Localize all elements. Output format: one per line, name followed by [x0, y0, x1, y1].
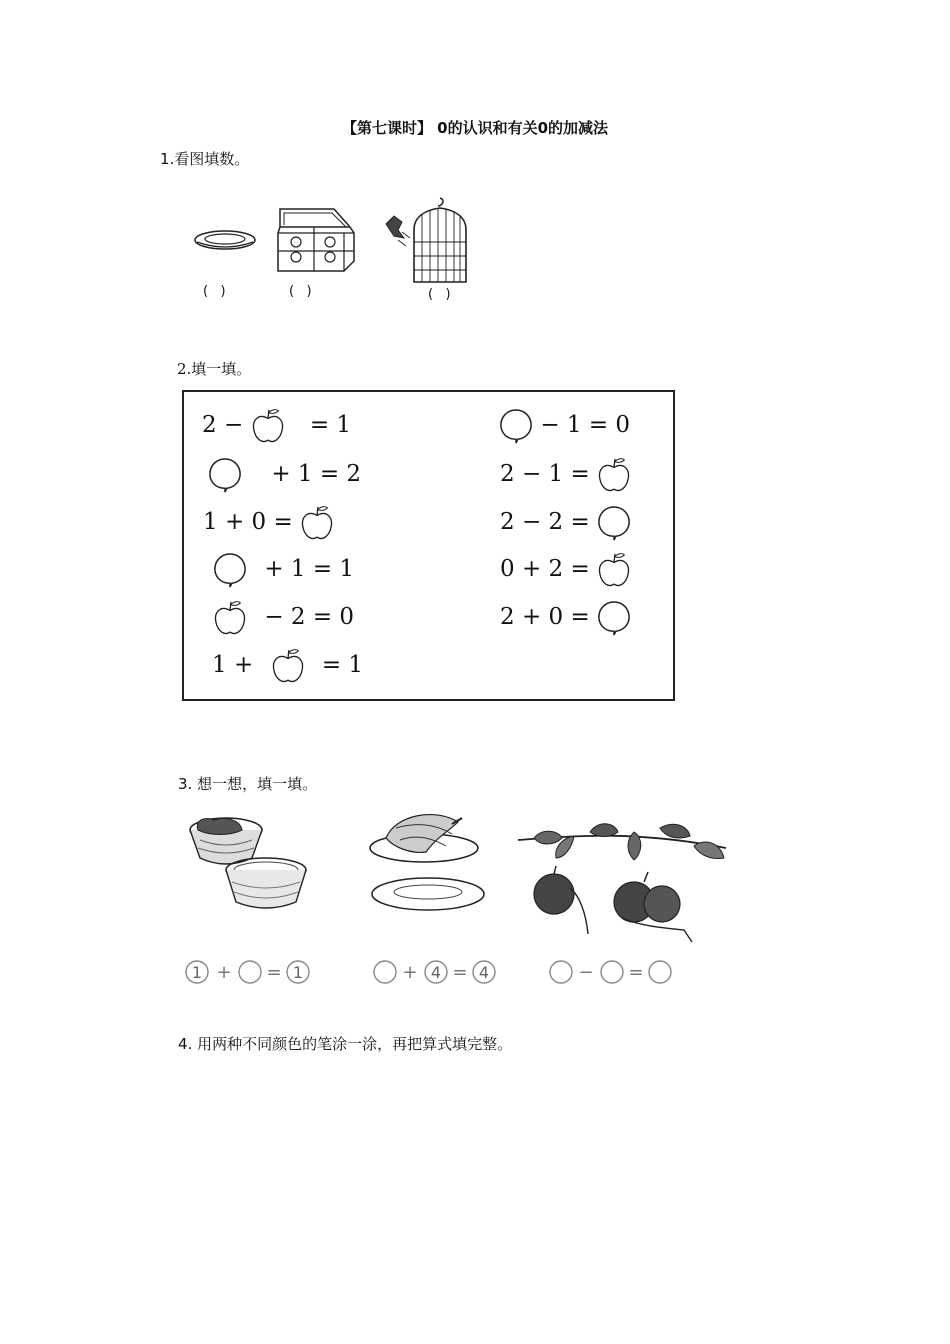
apple-icon — [597, 550, 631, 590]
question-2-label: 2.填一填。 — [177, 360, 252, 378]
plate-icon — [193, 228, 257, 256]
equation-text: 0 + 2 = — [500, 556, 590, 582]
equation-left-4 — [213, 550, 354, 590]
equation-right-5 — [500, 598, 631, 638]
operator: = — [452, 962, 468, 983]
equation-right-2 — [500, 455, 631, 495]
circled-number: 4 — [478, 963, 490, 982]
page-title: 【第七课时】 0的认识和有关0的加减法 — [341, 119, 609, 137]
operator: + — [402, 962, 418, 983]
answer-circle-icon[interactable] — [239, 961, 261, 983]
q3-equation-2 — [372, 957, 500, 991]
operator: = — [628, 962, 644, 983]
equation-text: + 1 = 1 — [264, 556, 355, 582]
question-1-label: 1.看图填数。 — [160, 150, 250, 168]
equation-left-1 — [202, 406, 351, 446]
answer-circle-icon[interactable] — [601, 961, 623, 983]
equation-text: 1 + 0 = — [203, 509, 293, 535]
apple-icon — [213, 598, 247, 638]
equation-text: − 1 = 0 — [540, 412, 631, 438]
apple-icon — [300, 503, 334, 543]
answer-circle-icon[interactable] — [499, 406, 533, 446]
apple-icon — [271, 646, 305, 686]
equation-text: = 1 — [309, 412, 352, 438]
equation-right-3 — [500, 503, 631, 543]
circled-number: 1 — [292, 963, 304, 982]
equation-left-2 — [208, 455, 361, 495]
answer-circle-icon[interactable] — [597, 503, 631, 543]
answer-circle-icon[interactable] — [213, 550, 247, 590]
circled-number: 1 — [191, 963, 203, 982]
birdcage-icon — [380, 198, 480, 292]
answer-circle-icon[interactable] — [597, 598, 631, 638]
answer-circle-icon[interactable] — [208, 455, 242, 495]
apple-branch-icon — [514, 818, 730, 948]
equation-text: 2 + 0 = — [500, 604, 590, 630]
equation-left-3 — [203, 503, 334, 543]
operator: − — [578, 962, 594, 983]
equation-text: = 1 — [321, 652, 364, 678]
apple-icon — [597, 455, 631, 495]
q3-equation-1 — [184, 957, 312, 991]
equation-text: − 2 = 0 — [264, 604, 355, 630]
equation-text: 2 − 2 = — [500, 509, 590, 535]
equation-text: 1 + — [212, 652, 254, 678]
answer-circle-icon[interactable] — [550, 961, 572, 983]
equation-text: 2 − — [202, 412, 244, 438]
answer-circle-icon[interactable] — [374, 961, 396, 983]
answer-blank-box[interactable]: ( ) — [289, 284, 312, 299]
equation-right-4 — [500, 550, 631, 590]
answer-circle-icon[interactable] — [649, 961, 671, 983]
answer-blank-cage[interactable]: ( ) — [428, 287, 451, 302]
equation-left-6 — [212, 646, 363, 686]
equation-right-1 — [499, 406, 630, 446]
operator: + — [216, 962, 232, 983]
operator: = — [266, 962, 282, 983]
question-4-label: 4. 用两种不同颜色的笔涂一涂，再把算式填完整。 — [178, 1035, 513, 1053]
basket-icon — [186, 810, 312, 922]
equation-text: + 1 = 2 — [271, 461, 362, 487]
apple-box-icon — [274, 205, 360, 279]
equation-text: 2 − 1 = — [500, 461, 590, 487]
banana-plate-icon — [366, 808, 486, 922]
circled-number: 4 — [430, 963, 442, 982]
equation-left-5 — [213, 598, 354, 638]
answer-blank-plate[interactable]: ( ) — [203, 284, 226, 299]
apple-icon — [251, 406, 285, 446]
question-3-label: 3. 想一想，填一填。 — [178, 775, 318, 793]
q3-equation-3 — [548, 957, 676, 991]
